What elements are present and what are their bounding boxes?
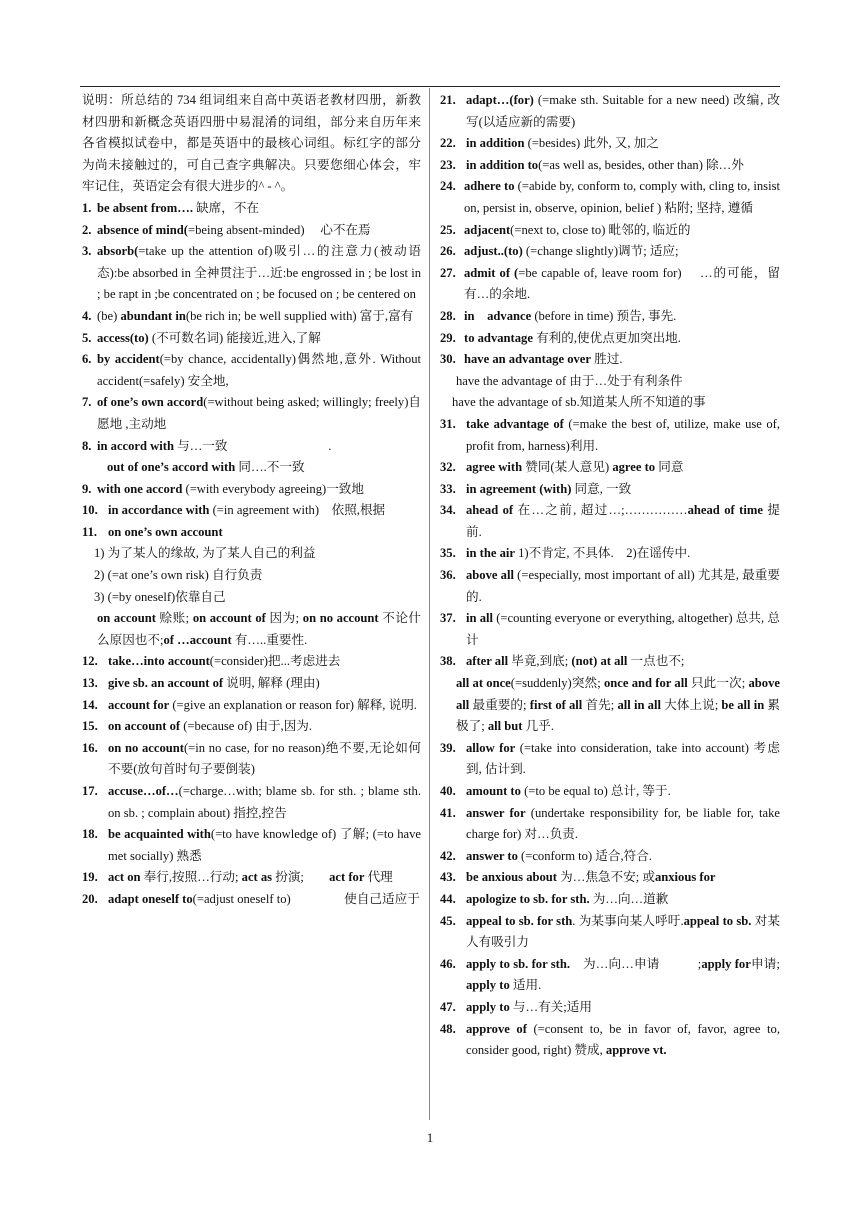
- list-item-sub: have the advantage of sb.知道某人所不知道的事: [452, 395, 706, 410]
- list-item: 29. to advantage 有利的,使优点更加突出地.: [440, 330, 681, 345]
- list-item-sub: 1) 为了某人的缘故, 为了某人自己的利益: [94, 546, 316, 561]
- list-item: 41. answer for (undertake responsibility for, be liable for, take charge for) 对…负责.: [440, 805, 780, 842]
- list-item: 39. allow for (=take into consideration, take into account) 考虑到, 估计到.: [440, 740, 780, 777]
- list-item: 12. take…into account(=consider)把...考虑进去: [82, 654, 341, 669]
- left-column: [82, 90, 421, 911]
- list-item: 44. apologize to sb. for sth. 为…向…道歉: [440, 891, 669, 906]
- list-item: 46. apply to sb. for sth. 为…向…申请 ;apply for申请; apply to 适用.: [440, 956, 793, 993]
- intro-note: 说明：所总结的 734 组词组来自高中英语老教材四册，新教材四册和新概念英语四册中易混淆的词组，部分来自历年来各省模拟试卷中，都是英语中的最核心词组。标红字的部分为尚未接触过的，可自己查字典解决。只要您细心体会，牢牢记住，英语定会有很大进步的^ - ^。: [82, 93, 421, 194]
- list-item: 32. agree with 赞同(某人意见) agree to 同意: [440, 460, 684, 475]
- list-item: 20. adapt oneself to(=adjust oneself to) 使自己适应于: [82, 891, 420, 906]
- list-item-sub: all at once(=suddenly)突然; once and for all 只此一次; above all 最重要的; first of all 首先; all in all 大体上说; be all in 累极了; all but 几乎.: [456, 676, 780, 734]
- list-item: 23. in addition to(=as well as, besides, other than) 除…外: [440, 157, 744, 172]
- list-item: 1. be absent from…. 缺席，不在: [82, 200, 260, 215]
- list-item: 35. in the air 1)不肯定, 不具体. 2)在谣传中.: [440, 546, 691, 561]
- list-item: 8. in accord with 与…一致 .: [82, 438, 332, 453]
- list-item: 6. by accident(=by chance, accidentally)偶然地,意外. Without accident(=safely) 安全地,: [82, 352, 421, 388]
- list-item: 18. be acquainted with(=to have knowledge of) 了解; (=to have met socially) 熟悉: [82, 827, 422, 863]
- list-item: 43. be anxious about 为…焦急不安; 或anxious for: [440, 870, 716, 885]
- list-item: 37. in all (=counting everyone or everything, altogether) 总共, 总计: [440, 611, 780, 647]
- list-item: 33. in agreement (with) 同意, 一致: [440, 481, 632, 496]
- list-item: 25. adjacent(=next to, close to) 毗邻的, 临近的: [440, 222, 691, 237]
- list-item: 13. give sb. an account of 说明, 解释 (理由): [82, 676, 320, 691]
- list-item: 47. apply to 与…有关;适用: [440, 999, 592, 1014]
- list-item: 31. take advantage of (=make the best of, utilize, make use of, profit from, harness)利用.: [440, 416, 780, 453]
- list-item: 16. on no account(=in no case, for no reason)绝不要,无论如何不要(放句首时句子要倒装): [82, 740, 421, 777]
- list-item: 17. accuse…of…(=charge…with; blame sb. for sth. ; blame sth. on sb. ; complain about) 指控,控告: [82, 784, 421, 820]
- list-item: 10. in accordance with (=in agreement with) 依照,根据: [82, 503, 386, 518]
- list-item-sub: have the advantage of 由于…处于有利条件: [456, 373, 683, 388]
- list-item: 45. appeal to sb. for sth. 为某事向某人呼吁.appeal to sb. 对某人有吸引力: [440, 913, 780, 950]
- list-item-sub: on account 赊账; on account of 因为; on no account 不论什么原因也不;of …account 有…..重要性.: [97, 611, 421, 647]
- column-divider: [429, 88, 430, 1120]
- list-item: 3. absorb(=take up the attention of)吸引…的注意力(被动语态):be absorbed in 全神贯注于…近:be engrossed in ; be lost in ; be rapt in ;be concentrated on ; be focused on ; be centered on: [82, 244, 421, 302]
- list-item: 27. admit of (=be capable of, leave room for) …的可能，留有…的余地.: [440, 265, 780, 302]
- list-item: 15. on account of (=because of) 由于,因为.: [82, 719, 313, 734]
- list-item: 38. after all 毕竟,到底; (not) at all 一点也不;: [440, 654, 685, 669]
- list-item: 30. have an advantage over 胜过.: [440, 352, 623, 367]
- list-item: 5. access(to) (不可数名词) 能接近,进入,了解: [82, 330, 321, 345]
- list-item: 22. in addition (=besides) 此外, 又, 加之: [440, 136, 659, 151]
- list-item: 34. ahead of 在…之前, 超过…;……………ahead of time 提前.: [440, 503, 780, 539]
- list-item-sub: 2) (=at one’s own risk) 自行负责: [94, 568, 263, 583]
- list-item: 26. adjust..(to) (=change slightly)调节; 适应;: [440, 244, 679, 259]
- list-item: 7. of one’s own accord(=without being asked; willingly; freely)自愿地 ,主动地: [82, 395, 421, 431]
- list-item: 40. amount to (=to be equal to) 总计, 等于.: [440, 784, 671, 798]
- list-item: 14. account for (=give an explanation or reason for) 解释, 说明.: [82, 697, 417, 712]
- list-item: 24. adhere to (=abide by, conform to, comply with, cling to, insist on, persist in, observe, opinion, belief ) 粘附; 坚持, 遵循: [440, 179, 780, 215]
- list-item: 2. absence of mind(=being absent-minded) 心不在焉: [82, 222, 371, 237]
- list-item: 36. above all (=especially, most important of all) 尤其是, 最重要的.: [440, 568, 780, 604]
- list-item-sub: out of one’s accord with 同….不一致: [107, 460, 305, 475]
- list-item: 11. on one’s own account: [82, 524, 223, 539]
- list-item: 4. (be) abundant in(be rich in; be well supplied with) 富于,富有: [82, 308, 414, 323]
- list-item: 21. adapt…(for) (=make sth. Suitable for a new need) 改编, 改写(以适应新的需要): [440, 93, 780, 129]
- list-item: 48. approve of (=consent to, be in favor of, favor, agree to, consider good, right) 赞成, approve vt.: [440, 1021, 780, 1058]
- list-item: 42. answer to (=conform to) 适合,符合.: [440, 848, 652, 863]
- right-column: [440, 90, 793, 1062]
- list-item: 19. act on 奉行,按照…行动; act as 扮演; act for 代理: [82, 870, 393, 885]
- list-item: 9. with one accord (=with everybody agreeing)一致地: [82, 481, 364, 496]
- list-item: 28. in advance (before in time) 预告, 事先.: [440, 308, 677, 323]
- page-number: 1: [426, 1130, 434, 1145]
- list-item-sub: 3) (=by oneself)依靠自己: [94, 589, 226, 604]
- top-rule: [80, 86, 780, 87]
